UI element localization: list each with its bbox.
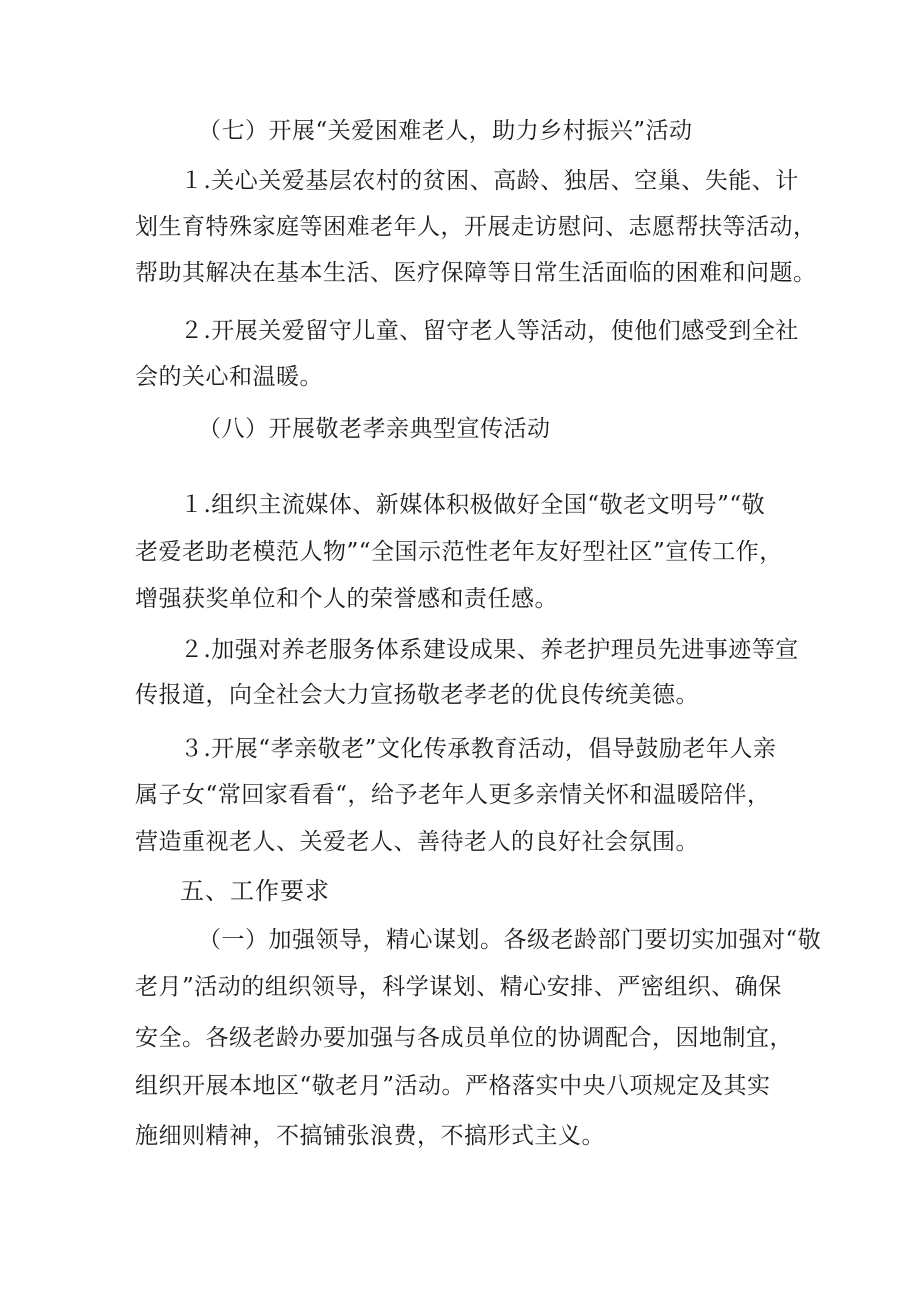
section-heading-8: （八）开展敬老孝亲典型宣传活动 bbox=[198, 416, 551, 442]
paragraph-line: 组织开展本地区“敬老月”活动。严格落实中央八项规定及其实 bbox=[135, 1073, 771, 1099]
paragraph-line: 安全。各级老龄办要加强与各成员单位的协调配合，因地制宜， bbox=[135, 1025, 793, 1051]
paragraph-line: 老月”活动的组织领导，科学谋划、精心安排、严密组织、确保 bbox=[135, 974, 782, 1000]
paragraph-line: （一）加强领导，精心谋划。各级老龄部门要切实加强对“敬 bbox=[198, 927, 822, 953]
paragraph-line: １.关心关爱基层农村的贫困、高龄、独居、空巢、失能、计 bbox=[180, 168, 799, 194]
paragraph-line: 老爱老助老模范人物”“全国示范性老年友好型社区”宣传工作， bbox=[135, 539, 783, 565]
paragraph-line: ３.开展“孝亲敬老”文化传承教育活动，倡导鼓励老年人亲 bbox=[180, 736, 777, 762]
paragraph-line: 传报道，向全社会大力宣扬敬老孝老的优良传统美德。 bbox=[135, 682, 699, 708]
paragraph-line: 划生育特殊家庭等困难老年人，开展走访慰问、志愿帮扶等活动， bbox=[135, 214, 817, 240]
paragraph-line: 营造重视老人、关爱老人、善待老人的良好社会氛围。 bbox=[135, 829, 699, 855]
paragraph-line: 增强获奖单位和个人的荣誉感和责任感。 bbox=[135, 586, 558, 612]
paragraph-line: 帮助其解决在基本生活、医疗保障等日常生活面临的困难和问题。 bbox=[135, 260, 817, 286]
paragraph-line: 施细则精神，不搞铺张浪费，不搞形式主义。 bbox=[135, 1123, 605, 1149]
paragraph-line: ２.开展关爱留守儿童、留守老人等活动，使他们感受到全社 bbox=[180, 318, 799, 344]
paragraph-line: ２.加强对养老服务体系建设成果、养老护理员先进事迹等宣 bbox=[180, 637, 799, 663]
section-heading-7: （七）开展“关爱困难老人，助力乡村振兴”活动 bbox=[198, 118, 693, 144]
paragraph-line: 会的关心和温暖。 bbox=[135, 364, 323, 390]
paragraph-line: １.组织主流媒体、新媒体积极做好全国“敬老文明号”“敬 bbox=[180, 492, 766, 518]
section-title-5: 五、工作要求 bbox=[180, 877, 330, 905]
paragraph-line: 属子女“常回家看看“，给予老年人更多亲情关怀和温暖陪伴， bbox=[135, 782, 771, 808]
